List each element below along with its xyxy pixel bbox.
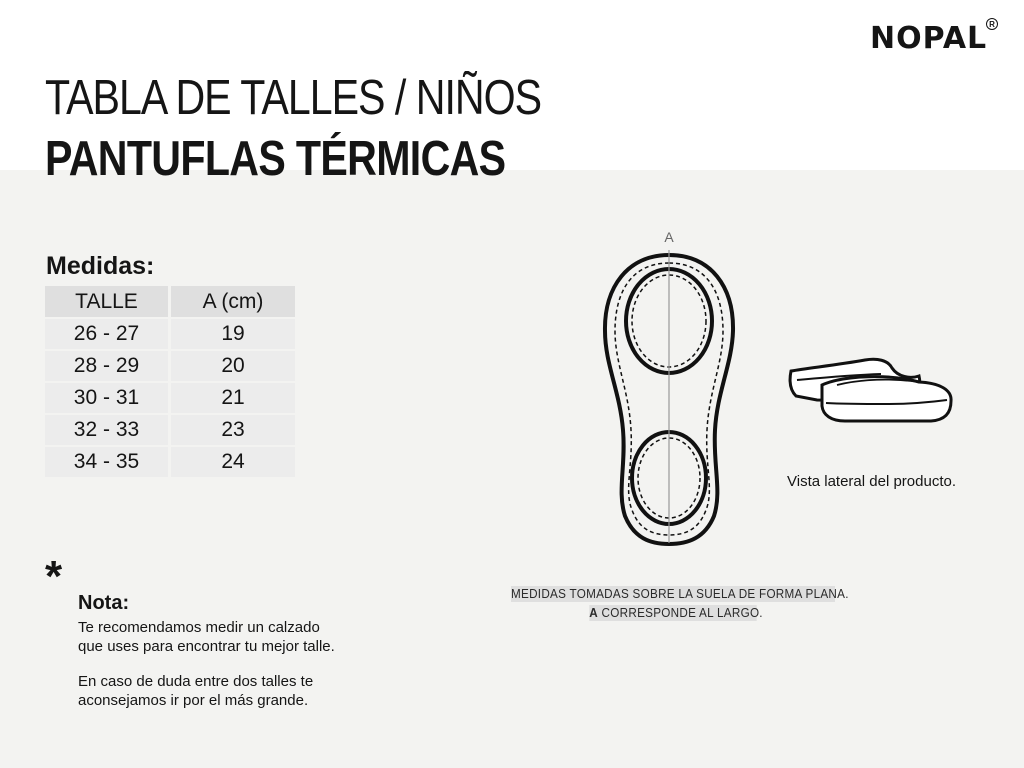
size-range-cell: 28 - 29 [45, 350, 170, 382]
page-title-thermal-slippers: PANTUFLAS TÉRMICAS [45, 131, 506, 186]
length-cm-cell: 20 [170, 350, 296, 382]
shoe-sole-icon [605, 250, 733, 544]
size-table-body [45, 318, 295, 478]
size-table-header [45, 286, 295, 318]
table-row [45, 318, 295, 350]
slipper-measurement-diagram [585, 220, 965, 550]
length-label-a: A [664, 229, 674, 245]
length-note-line [589, 605, 763, 621]
table-row [45, 382, 295, 414]
flat-sole-measurement-note [493, 586, 853, 626]
length-reference-letter: A [589, 605, 599, 620]
size-range-cell: 34 - 35 [45, 446, 170, 478]
size-range-cell: 32 - 33 [45, 414, 170, 446]
page-title-children-size-chart: TABLA DE TALLES / NIÑOS [45, 70, 542, 125]
length-column-header: A (cm) [170, 286, 296, 318]
length-cm-cell: 19 [170, 318, 296, 350]
slipper-side-view-icon [790, 359, 951, 421]
size-column-header: TALLE [45, 286, 170, 318]
note-title: Nota: [78, 591, 130, 614]
side-view-caption: Vista lateral del producto. [787, 473, 956, 490]
sizing-note [45, 552, 365, 709]
length-cm-cell: 21 [170, 382, 296, 414]
length-cm-cell: 23 [170, 414, 296, 446]
note-size-choice-text: En caso de duda entre dos talles te aconsejamos ir por el más grande. [78, 673, 314, 709]
table-row [45, 446, 295, 478]
flat-sole-note-line: MEDIDAS TOMADAS SOBRE LA SUELA DE FORMA PLANA. [511, 586, 849, 601]
table-row [45, 414, 295, 446]
table-row [45, 350, 295, 382]
size-measurement-table [45, 286, 295, 479]
brand-logo [870, 18, 1000, 54]
size-table-header-row [45, 286, 295, 318]
note-recommendation-text: Te recomendamos medir un calzado que uses para encontrar tu mejor talle. [78, 619, 335, 655]
brand-name: NOPAL [870, 21, 988, 56]
length-reference-text: CORRESPONDE AL LARGO. [598, 605, 763, 620]
measurements-heading: Medidas: [46, 252, 155, 280]
size-chart-header [0, 0, 1024, 186]
length-cm-cell: 24 [170, 446, 296, 478]
size-range-cell: 26 - 27 [45, 318, 170, 350]
registered-trademark-mark: R [986, 18, 998, 30]
size-range-cell: 30 - 31 [45, 382, 170, 414]
asterisk-icon: * [45, 552, 63, 601]
